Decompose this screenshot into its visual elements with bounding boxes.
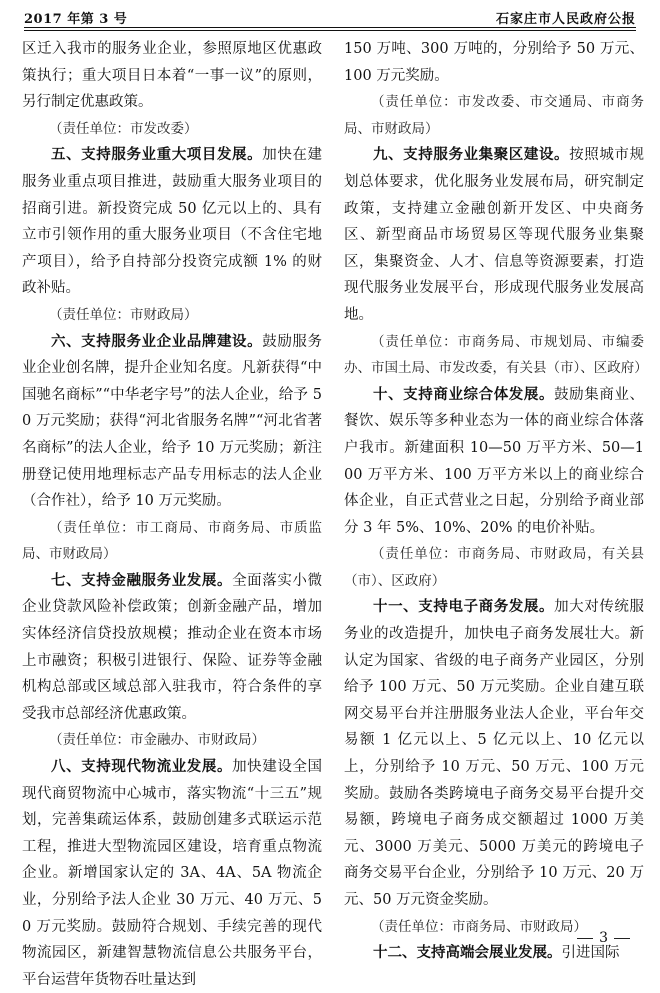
responsibility-note — [22, 515, 322, 568]
paragraph-text: 鼓励服务业企业创名牌，提升企业知名度。凡新获得“中国驰名商标”“中华老字号”的法人企业，给予 50 万元奖励；获得“河北省服务名牌”“河北省著名商标”的法人企业，给予 10 万元奖励；新注册登记使用地理标志产品专用标志的法人企业（合作社），给予 10 万元奖励。 — [22, 333, 322, 510]
paragraph — [344, 382, 644, 542]
responsibility-note — [344, 329, 648, 382]
gazette-title: 石家庄市人民政府公报 — [495, 12, 636, 27]
responsibility-note — [344, 89, 644, 142]
section-heading: 七、支持金融服务业发展。 — [51, 571, 233, 589]
paragraph-text: 按照城市规划总体要求，优化服务业发展布局，研究制定政策，支持建立金融创新开发区、中央商务区、新型商品市场贸易区等现代服务业集聚区，集聚资金、人才、信息等资源要素，打造现代服务业发展平台，形成现代服务业发展高地。 — [344, 147, 645, 323]
page-footer — [520, 930, 636, 952]
paragraph-text: 全面落实小微企业贷款风险补偿政策；创新金融产品，增加实体经济信贷投放规模；推动企业在资本市场上市融资；积极引进银行、保险、证券等金融机构总部或区域总部入驻我市，符合条件的享受我市总部经济优惠政策。 — [22, 572, 323, 722]
section-heading: 九、支持服务业集聚区建设。 — [373, 146, 570, 164]
paragraph — [22, 142, 322, 302]
responsibility-note — [22, 116, 322, 143]
issue-label: 2017 年第 3 号 — [24, 12, 128, 27]
paragraph — [22, 329, 322, 515]
paragraph-text: 引进国际 — [561, 945, 620, 962]
paragraph-text: 鼓励集商业、餐饮、娱乐等多种业态为一体的商业综合体落户我市。新建面积 10—50 万平方米、50—100 万平方米、100 万平方米以上的商业综合体企业，自正式营业之日起，分别给予商业部分 3 年 5%、10%、20% 的电价补贴。 — [344, 386, 645, 536]
section-heading: 十、支持商业综合体发展。 — [373, 385, 555, 403]
paragraph — [344, 594, 644, 913]
section-heading: 五、支持服务业重大项目发展。 — [51, 146, 263, 164]
left-column — [22, 36, 323, 988]
paragraph-text: 区迁入我市的服务业企业，参照原地区优惠政策执行；重大项目日本着“一事一议”的原则，另行制定优惠政策。 — [22, 41, 322, 111]
paragraph-text: （责任单位：市发改委） — [49, 120, 198, 137]
paragraph — [22, 36, 322, 116]
paragraph — [22, 754, 322, 993]
paragraph-text: 加快建设全国现代商贸物流中心城市，落实物流“十三五”规划，完善集疏运体系，鼓励创建多式联运示范工程，推进大型物流园区建设，培育重点物流企业。新增国家认定的 3A、4A、5A 物流企业，分别给予法人企业 30 万元、40 万元、50 万元奖励。鼓励符合规划、手续完善的现代物流园区，新建智慧物流信息公共服务平台，平台运营年货物吞吐量达到 — [22, 759, 323, 988]
paragraph — [344, 142, 644, 328]
page-number: 3 — [599, 930, 608, 946]
paragraph-text: （责任单位：市商务局、市财政局） — [371, 918, 587, 935]
paragraph-text: （责任单位：市工商局、市商务局、市质监局、市财政局） — [22, 519, 322, 563]
section-heading: 十一、支持电子商务发展。 — [373, 598, 555, 616]
paragraph-text: （责任单位：市商务局、市财政局，有关县（市）、区政府） — [344, 546, 644, 589]
paragraph-text: 加快在建服务业重点项目推进，鼓励重大服务业项目的招商引进。新投资完成 50 亿元以上的、具有立市引领作用的重大服务业项目（不含住宅地产项目），给予自持部分投资完成额 1% 的财政补贴。 — [22, 147, 322, 297]
paragraph-text: （责任单位：市发改委、市交通局、市商务局、市财政局） — [344, 94, 644, 137]
footer-dash-right — [614, 938, 630, 939]
responsibility-note — [22, 302, 322, 329]
header-rule-top — [24, 27, 636, 28]
section-heading: 十二、支持高端会展业发展。 — [373, 944, 562, 962]
paragraph — [22, 568, 322, 728]
paragraph-text: 加大对传统服务业的改造提升，加快电子商务发展壮大。新认定为国家、省级的电子商务产业园区，分别给予 100 万元、50 万元奖励。企业自建互联网交易平台并注册服务业法人企业，平台年交易额 1 亿元以上、5 亿元以上、10 亿元以上，分别给予 10 万元、50 万元、100 万元奖励。鼓励各类跨境电子商务交易平台提升交易额，跨境电子商务成交额超过 1000 万美元、3000 万美元、5000 万美元的跨境电子商务交易平台企业，分别给予 10 万元、20 万元、50 万元资金奖励。 — [344, 599, 645, 908]
responsibility-note — [344, 541, 644, 594]
section-heading: 八、支持现代物流业发展。 — [51, 758, 233, 776]
header-rule-bottom — [24, 30, 636, 31]
paragraph-text: （责任单位：市商务局、市规划局、市编委办、市国土局、市发改委，有关县（市）、区政府） — [344, 333, 648, 377]
paragraph-text: （责任单位：市金融办、市财政局） — [49, 732, 265, 749]
section-heading: 六、支持服务业企业品牌建设。 — [51, 332, 263, 350]
right-column — [344, 36, 648, 962]
page-header — [24, 6, 636, 28]
paragraph-text: （责任单位：市财政局） — [49, 306, 198, 323]
responsibility-note — [22, 727, 322, 754]
paragraph — [344, 36, 644, 89]
paragraph-text: 150 万吨、300 万吨的，分别给予 50 万元、100 万元奖励。 — [344, 41, 644, 84]
footer-dash-left — [577, 938, 593, 939]
